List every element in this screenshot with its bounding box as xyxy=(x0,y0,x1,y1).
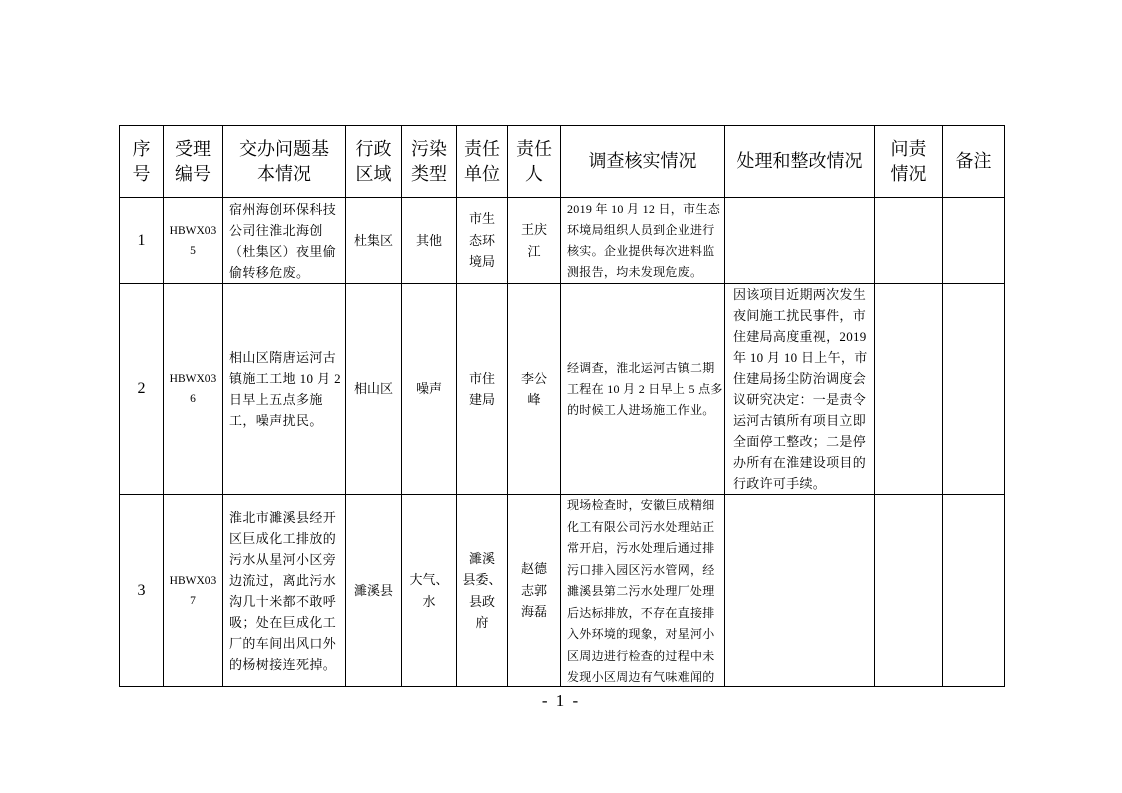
header-label-person: 责任 人 xyxy=(516,138,552,184)
row-1-person-text: 王庆 江 xyxy=(520,222,547,259)
row-3-person xyxy=(508,495,561,687)
row-3-issue xyxy=(223,495,346,687)
row-2-no xyxy=(120,284,164,495)
row-2-issue-text: 相山区隋唐运河古 镇施工工地 10 月 2 日早上五点多施 工，噪声扰民。 xyxy=(229,350,342,428)
header-cell-investigation xyxy=(561,126,725,198)
header-label-seq: 序 号 xyxy=(132,138,151,184)
row-2-code xyxy=(164,284,223,495)
row-3-no-text: 3 xyxy=(137,581,146,599)
row-1-unit-text: 市生 态环 境局 xyxy=(468,211,495,270)
row-2-person xyxy=(508,284,561,495)
row-2-pollution-text: 噪声 xyxy=(415,381,442,397)
header-cell-seq xyxy=(120,126,164,198)
row-3-code xyxy=(164,495,223,687)
row-3-unit xyxy=(457,495,508,687)
row-1-no-text: 1 xyxy=(137,231,146,249)
row-3-investigation xyxy=(561,495,725,687)
row-2-person-text: 李公 峰 xyxy=(520,370,547,407)
header-label-pollution: 污染 类型 xyxy=(411,138,447,184)
row-3-remarks xyxy=(943,495,1005,687)
header-cell-pollution xyxy=(402,126,457,198)
row-1-accountability xyxy=(875,198,943,284)
row-2-district xyxy=(346,284,402,495)
row-1-district xyxy=(346,198,402,284)
row-1-pollution-text: 其他 xyxy=(415,232,442,248)
row-2-code-text: HBWX03 6 xyxy=(169,373,217,405)
row-2-remarks xyxy=(943,284,1005,495)
row-1-no xyxy=(120,198,164,284)
row-3-no xyxy=(120,495,164,687)
row-3-district xyxy=(346,495,402,687)
header-label-unit: 责任 单位 xyxy=(464,138,500,184)
header-label-investigation: 调查核实情况 xyxy=(588,151,697,171)
row-2-unit-text: 市住 建局 xyxy=(468,370,495,407)
row-3-unit-text: 濉溪 县委、 县政 府 xyxy=(462,550,502,630)
header-cell-person xyxy=(508,126,561,198)
row-2-rectification xyxy=(725,284,875,495)
header-label-remarks: 备注 xyxy=(955,151,992,171)
row-3-rectification xyxy=(725,495,875,687)
page-number: - 1 - xyxy=(541,691,581,710)
row-3-pollution xyxy=(402,495,457,687)
header-cell-rectification xyxy=(725,126,875,198)
header-cell-district xyxy=(346,126,402,198)
row-1-unit xyxy=(457,198,508,284)
row-1-pollution xyxy=(402,198,457,284)
header-label-district: 行政 区域 xyxy=(355,138,392,184)
header-label-code: 受理 编号 xyxy=(175,138,211,184)
row-1-code xyxy=(164,198,223,284)
header-cell-unit xyxy=(457,126,508,198)
row-1-issue-text: 宿州海创环保科技 公司往淮北海创 （杜集区）夜里偷 偷转移危废。 xyxy=(229,201,337,280)
row-1-person xyxy=(508,198,561,284)
row-2-accountability xyxy=(875,284,943,495)
row-1-issue xyxy=(223,198,346,284)
row-2-issue xyxy=(223,284,346,495)
row-1-code-text: HBWX03 5 xyxy=(169,224,217,257)
row-3-district-text: 濉溪县 xyxy=(353,582,393,598)
row-2-district-text: 相山区 xyxy=(353,381,393,397)
row-1-rectification xyxy=(725,198,875,284)
row-2-no-text: 2 xyxy=(137,380,146,397)
header-cell-accountability xyxy=(875,126,943,198)
header-label-accountability: 问责 情况 xyxy=(890,138,927,184)
row-3-pollution-text: 大气、 水 xyxy=(409,572,449,609)
header-cell-issue xyxy=(223,126,346,198)
row-1-investigation xyxy=(561,198,725,284)
row-3-investigation-text: 现场检查时，安徽巨成精细 化工有限公司污水处理站正 常开启，污水处理后通过排 污口排入园区污水管网，经 濉溪县第二污水处理厂处理 后达标排放，不存在直接排 入外环境的现象，对星河小 区周边进行检查的过程中未 发现小区周边有气味难闻的 xyxy=(567,498,715,684)
row-1-remarks xyxy=(943,198,1005,284)
row-3-person-text: 赵德 志郭 海磊 xyxy=(520,561,547,620)
header-cell-code xyxy=(164,126,223,198)
header-label-rectification: 处理和整改情况 xyxy=(736,151,863,171)
header-label-issue: 交办问题基 本情况 xyxy=(239,138,329,184)
row-2-investigation-text: 经调查，淮北运河古镇二期 工程在 10 月 2 日早上 5 点多 的时候工人进场施工作业。 xyxy=(567,360,723,417)
complaint-table xyxy=(119,125,1005,687)
header-cell-remarks xyxy=(943,126,1005,198)
row-2-investigation xyxy=(561,284,725,495)
row-1-district-text: 杜集区 xyxy=(353,232,393,248)
row-3-accountability xyxy=(875,495,943,687)
row-3-code-text: HBWX03 7 xyxy=(169,574,217,607)
row-2-unit xyxy=(457,284,508,495)
row-3-issue-text: 淮北市濉溪县经开 区巨成化工排放的 污水从星河小区旁 边流过，离此污水 沟几十米都不敢呼 吸；处在巨成化工 厂的车间出风口外 的杨树接连死掉。 xyxy=(229,509,337,672)
row-2-rectification-text: 因该项目近期两次发生 夜间施工扰民事件，市 住建局高度重视，2019 年 10 月 10 日上午，市 住建局扬尘防治调度会 议研究决定：一是责令 运河古镇所有项目立即 全面停工整改；二是停 办所有在淮建设项目的 行政许可手续。 xyxy=(733,287,868,491)
row-1-investigation-text: 2019 年 10 月 12 日，市生态 环境局组织人员到企业进行 核实。企业提供每次进料监 测报告，均未发现危废。 xyxy=(567,201,721,279)
row-2-pollution xyxy=(402,284,457,495)
